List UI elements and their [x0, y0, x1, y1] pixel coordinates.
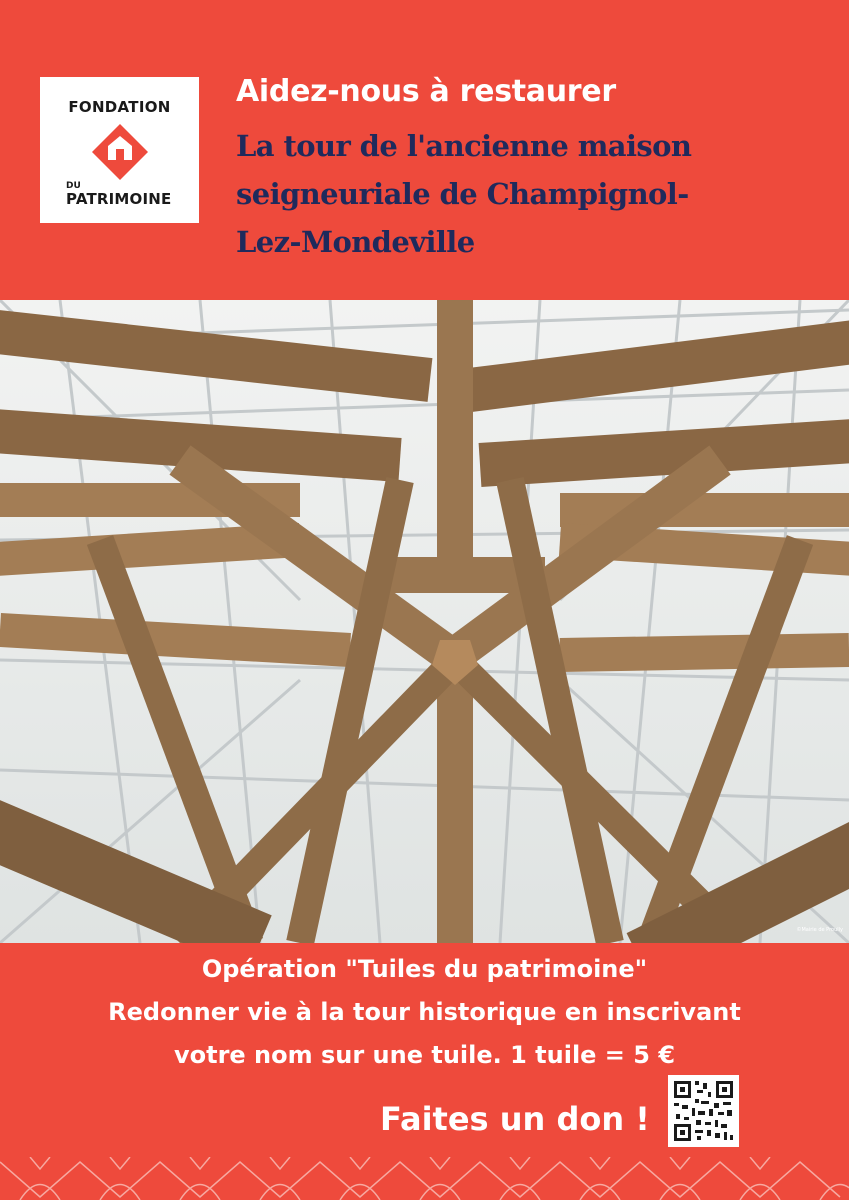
- photo-credit: ©Mairie de Proully: [796, 927, 843, 933]
- operation-description: [0, 991, 849, 1077]
- roof-frame-illustration: [0, 300, 849, 943]
- subtitle-line: seigneuriale de Champignol-: [236, 177, 689, 211]
- qr-code-graphic: [668, 1075, 739, 1147]
- logo-diamond-icon: [90, 122, 150, 182]
- donate-call-to-action[interactable]: Faites un don !: [380, 1100, 650, 1138]
- subtitle-line: La tour de l'ancienne maison: [236, 129, 692, 163]
- decorative-pattern: [0, 1157, 849, 1200]
- logo-bottom-text: PATRIMOINE: [66, 190, 172, 208]
- operation-description-line: Redonner vie à la tour historique en inscrivant: [108, 998, 741, 1026]
- operation-title: Opération "Tuiles du patrimoine": [201, 955, 648, 983]
- headline: Aidez-nous à restaurer: [236, 74, 616, 109]
- subtitle-line: Lez-Mondeville: [236, 225, 475, 259]
- qr-code-icon[interactable]: [668, 1075, 739, 1147]
- operation-description-line: votre nom sur une tuile. 1 tuile = 5 €: [173, 1041, 676, 1069]
- roof-frame-photo: [0, 300, 849, 943]
- logo-du-text: DU: [66, 181, 81, 191]
- subtitle: [236, 122, 836, 266]
- fondation-du-patrimoine-logo[interactable]: [40, 77, 199, 223]
- logo-top-text: FONDATION: [68, 98, 171, 116]
